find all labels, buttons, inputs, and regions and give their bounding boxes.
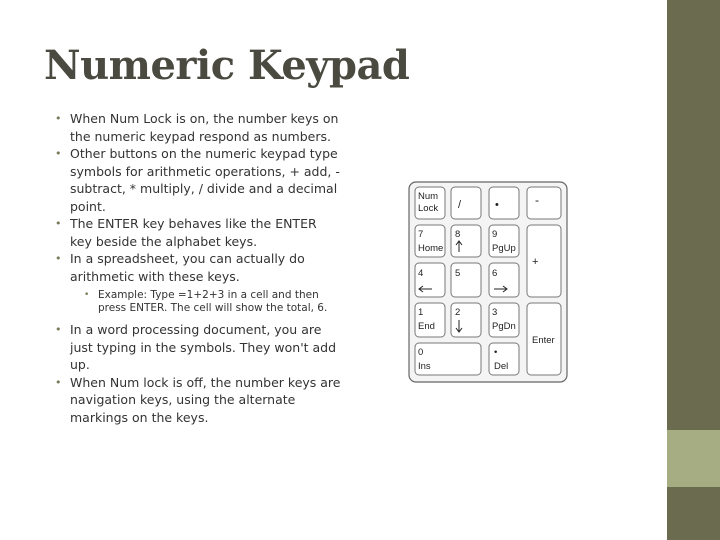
svg-text:6: 6 — [492, 268, 498, 279]
bullet-item — [52, 250, 342, 315]
bullet-list — [52, 110, 342, 426]
svg-text:8: 8 — [455, 229, 461, 240]
key-enter — [527, 303, 561, 375]
bullet-item: • When Num Lock is on, the number keys on the numeric keypad respond as numbers. — [52, 110, 342, 145]
svg-text:End: End — [418, 321, 435, 332]
key-3-pgdn — [489, 303, 519, 337]
svg-text:Ins: Ins — [418, 361, 431, 372]
svg-text:5: 5 — [455, 268, 461, 279]
svg-text:/: / — [458, 199, 462, 211]
svg-text:PgUp: PgUp — [492, 243, 516, 254]
key-6-right — [489, 263, 519, 297]
svg-text:Enter: Enter — [532, 335, 555, 346]
key-7-home — [415, 225, 445, 257]
side-bar-bottom — [667, 487, 720, 540]
svg-text:Del: Del — [494, 361, 509, 372]
key-minus — [527, 187, 561, 219]
slide-title: Numeric Keypad — [44, 42, 410, 89]
svg-text:7: 7 — [418, 229, 424, 240]
bullet-text: In a spreadsheet, you can actually do arithmetic with these keys. — [70, 251, 305, 284]
key-multiply — [489, 187, 519, 219]
svg-text:Num: Num — [418, 191, 439, 202]
key-1-end — [415, 303, 445, 337]
svg-text:2: 2 — [455, 307, 461, 318]
bullet-item: • In a word processing document, you are just typing in the symbols. They won't add up. — [52, 321, 342, 374]
numeric-keypad-illustration — [408, 181, 568, 387]
slide-content — [52, 110, 342, 426]
key-2-down — [451, 303, 481, 337]
key-4-left — [415, 263, 445, 297]
svg-text:•: • — [495, 199, 499, 211]
key-0-ins — [415, 343, 481, 375]
svg-text:0: 0 — [418, 347, 424, 358]
bullet-item: • The ENTER key behaves like the ENTER key beside the alphabet keys. — [52, 215, 342, 250]
svg-text:3: 3 — [492, 307, 498, 318]
key-divide — [451, 187, 481, 219]
sub-bullet-list — [70, 289, 342, 315]
svg-text:-: - — [535, 193, 539, 207]
key-8-up — [451, 225, 481, 257]
svg-text:Lock: Lock — [418, 203, 439, 214]
sub-bullet-item: • Example: Type =1+2+3 in a cell and then press ENTER. The cell will show the total, 6. — [74, 289, 342, 315]
bullet-item: • When Num lock is off, the number keys are navigation keys, using the alternate markings on the keys. — [52, 374, 342, 427]
side-bar-accent — [667, 430, 720, 487]
svg-text:Home: Home — [418, 243, 444, 254]
key-9-pgup — [489, 225, 519, 257]
side-bar-top — [667, 0, 720, 430]
key-num-lock — [415, 187, 445, 219]
key-decimal-del — [489, 343, 519, 375]
bullet-item: • Other buttons on the numeric keypad type symbols for arithmetic operations, + add, - subtract, * multiply, / divide and a decimal point. — [52, 145, 342, 215]
svg-text:•: • — [494, 347, 498, 358]
key-plus — [527, 225, 561, 297]
svg-text:1: 1 — [418, 307, 424, 318]
svg-text:9: 9 — [492, 229, 498, 240]
svg-text:PgDn: PgDn — [492, 321, 516, 332]
svg-text:4: 4 — [418, 268, 424, 279]
key-5 — [451, 263, 481, 297]
svg-text:+: + — [532, 256, 539, 268]
